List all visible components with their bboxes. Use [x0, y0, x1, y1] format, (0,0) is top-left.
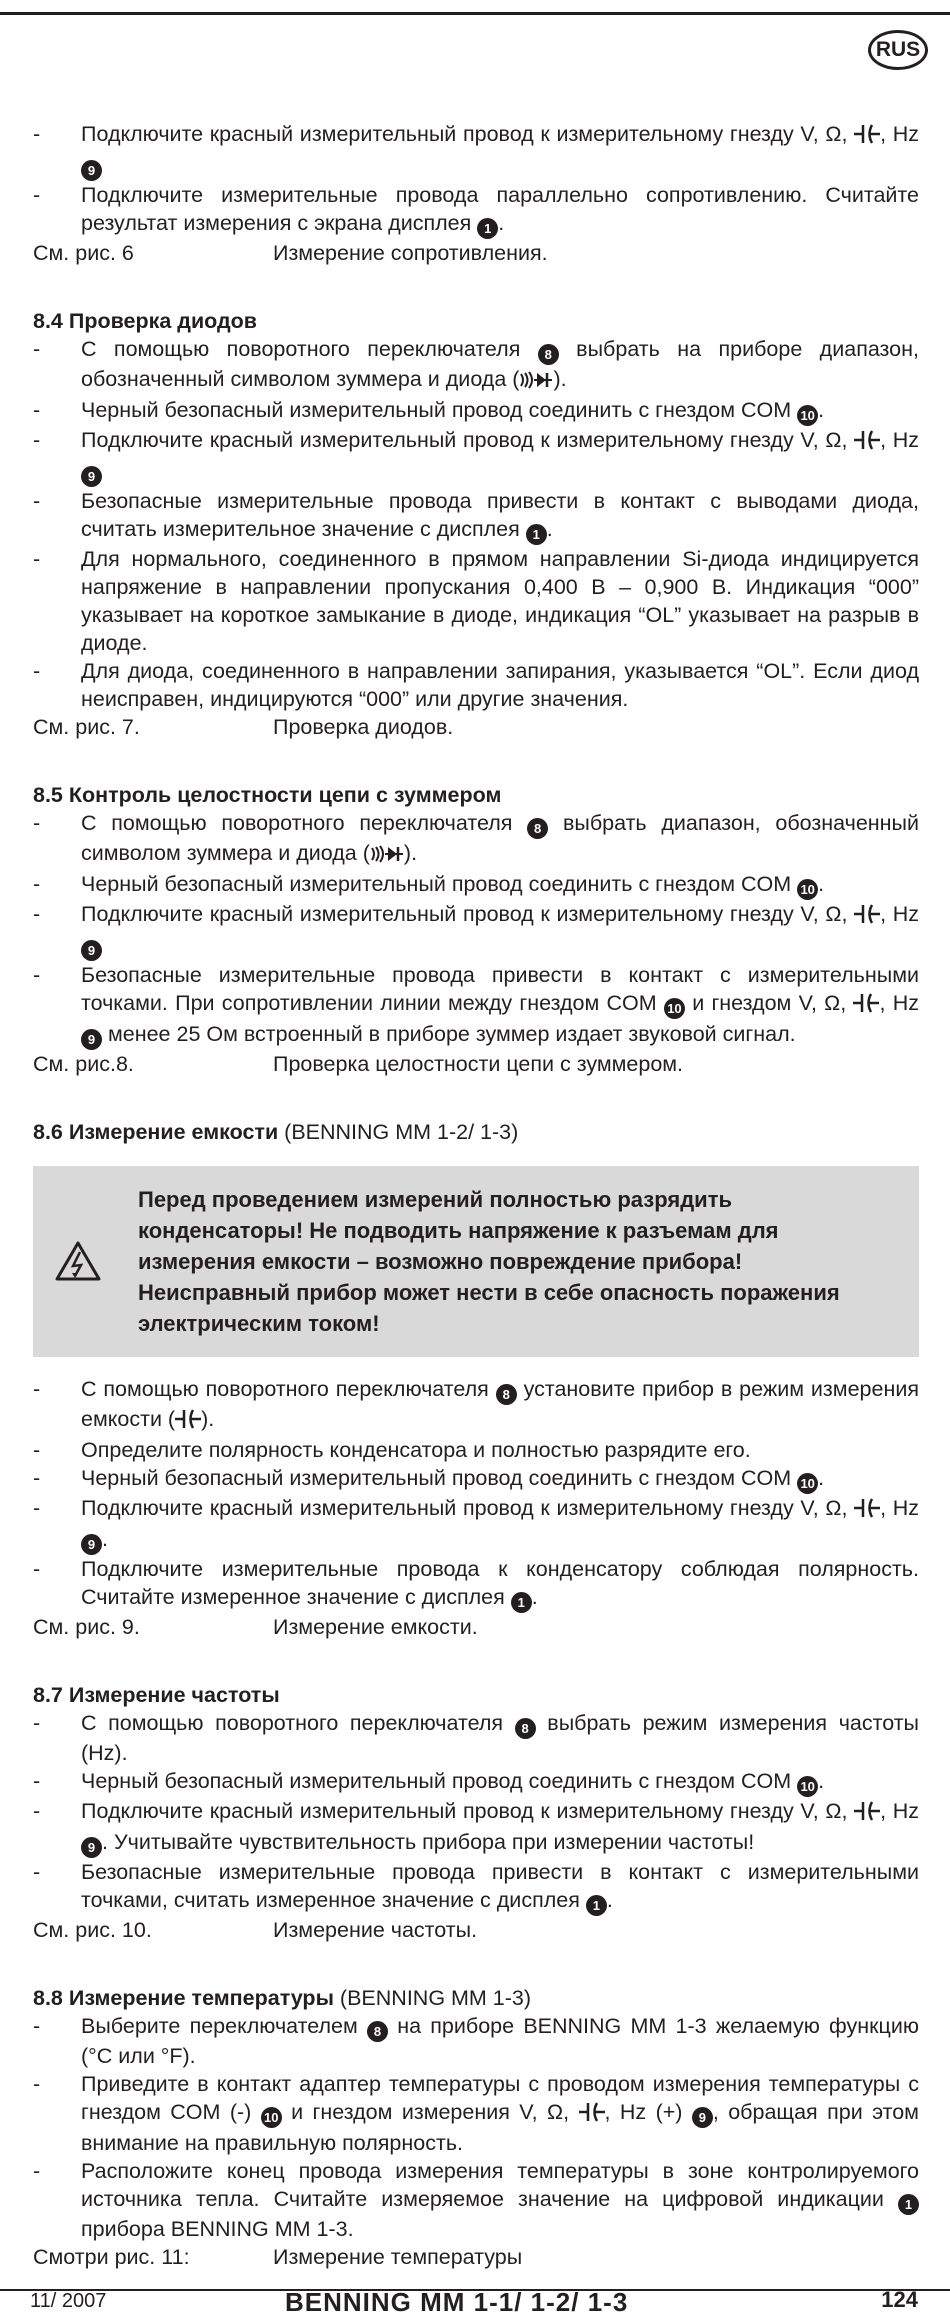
capacitor-icon: [854, 123, 880, 151]
section-8-7: [33, 1681, 919, 1944]
footer-date: 11/ 2007: [30, 2290, 107, 2312]
socket-10-icon: 10: [797, 879, 818, 900]
list-item: - Выберите переключателем 8 на приборе BENNING MM 1-3 желаемую функцию (°C или °F).: [33, 2014, 919, 2068]
list-item: - Подключите красный измерительный провод к измерительному гнезду V, Ω, , Hz 9 .: [33, 1494, 919, 1555]
socket-10-icon: 10: [797, 1473, 818, 1494]
list-item: - Для диода, соединенного в направлении запирания, указывается “OL”. Если диод неисправен, индицируются “000” или другие значения.: [33, 659, 919, 711]
capacitor-icon: [854, 1497, 880, 1525]
list-item: - Расположите конец провода измерения температуры в зоне контролируемого источника тепла. Считайте измеряемое значение на цифровой индикации 1 прибора BENNING MM 1-3.: [33, 2159, 919, 2241]
list-item: - С помощью поворотного переключателя 8 выбрать на приборе диапазон, обозначенный символом зуммера и диода ( ).: [33, 335, 919, 396]
capacitor-icon: [854, 903, 880, 931]
manual-content: [33, 120, 919, 2271]
list-item: - Подключите красный измерительный провод к измерительному гнезду V, Ω, , Hz 9: [33, 900, 919, 961]
language-badge: RUS: [868, 30, 928, 70]
display-1-icon: 1: [526, 524, 547, 545]
list-item: - Черный безопасный измерительный провод соединить с гнездом COM 10 .: [33, 396, 919, 426]
warning-box: [33, 1166, 919, 1357]
switch-8-icon: 8: [496, 1384, 517, 1405]
buzzer-diode-icon: [519, 368, 553, 396]
top-rule: [0, 12, 950, 15]
socket-9-icon: 9: [81, 1029, 102, 1050]
capacitor-icon: [853, 992, 879, 1020]
capacitor-icon: [579, 2101, 605, 2129]
socket-10-icon: 10: [797, 405, 818, 426]
socket-9-icon: 9: [81, 466, 102, 487]
list-item: - Подключите красный измерительный провод к измерительному гнезду V, Ω, , Hz 9 . Учитывайте чувствительность прибора при измерении частоты!: [33, 1797, 919, 1858]
warning-text: Перед проведением измерений полностью разрядить конденсаторы! Не подводить напряжение к разъемам для измерения емкости – возможно повреждение прибора! Неисправный прибор может нести в себе опасность поражения электрическим током!: [138, 1187, 840, 1336]
switch-8-icon: 8: [515, 1718, 536, 1739]
list-item: - Определите полярность конденсатора и полностью разрядите его.: [33, 1438, 751, 1462]
list-item: - С помощью поворотного переключателя 8 выбрать режим измерения частоты (Hz).: [33, 1711, 919, 1765]
figure-reference: См. рис.8. Проверка целостности цепи с зуммером.: [33, 1052, 684, 1076]
display-1-icon: 1: [898, 2194, 919, 2215]
figure-reference: См. рис. 10. Измерение частоты.: [33, 1918, 478, 1942]
list-item: - Черный безопасный измерительный провод соединить с гнездом COM 10 .: [33, 870, 919, 900]
section-heading: 8.8 Измерение температуры (BENNING MM 1-3): [33, 1986, 532, 2010]
socket-9-icon: 9: [692, 2107, 713, 2128]
section-heading: 8.5 Контроль целостности цепи с зуммером: [33, 783, 502, 807]
switch-8-icon: 8: [367, 2021, 388, 2042]
section-heading: 8.7 Измерение частоты: [33, 1683, 280, 1707]
list-item: - С помощью поворотного переключателя 8 выбрать диапазон, обозначенный символом зуммера и диода ( ).: [33, 809, 919, 870]
buzzer-diode-icon: [370, 842, 404, 870]
list-item: - Безопасные измерительные провода привести в контакт с измерительными точками, считать измеренное значение с дисплея 1 .: [33, 1858, 919, 1916]
footer-product-name: BENNING MM 1-1/ 1-2/ 1-3: [285, 2287, 629, 2317]
socket-10-icon: 10: [664, 998, 685, 1019]
figure-reference: См. рис. 7. Проверка диодов.: [33, 715, 454, 739]
high-voltage-warning-icon: [53, 1237, 103, 1287]
display-1-icon: 1: [477, 218, 498, 239]
list-item: - Для нормального, соединенного в прямом направлении Si-диода индицируется напряжение в направлении пропускания 0,400 В – 0,900 В. Индикация “000” указывает на короткое замыкание в диоде, индикация “OL” указывает на разрыв в диоде.: [33, 547, 919, 655]
list-item: - С помощью поворотного переключателя 8 установите прибор в режим измерения емкости ( ).: [33, 1375, 919, 1436]
socket-9-icon: 9: [81, 1534, 102, 1555]
page-number: 124: [881, 2287, 918, 2312]
switch-8-icon: 8: [538, 344, 559, 365]
socket-9-icon: 9: [81, 160, 102, 181]
section-8-6: [33, 1118, 919, 1641]
capacitor-icon: [854, 429, 880, 457]
capacitor-icon: [854, 1800, 880, 1828]
display-1-icon: 1: [586, 1895, 607, 1916]
socket-9-icon: 9: [81, 940, 102, 961]
list-item: - Безопасные измерительные провода привести в контакт с измерительными точками. При сопротивлении линии между гнездом COM 10 и гнездом V, Ω, , Hz 9 менее 25 Ом встроенный в приборе зуммер издает звуковой сигнал.: [33, 961, 919, 1050]
list-item: - Черный безопасный измерительный провод соединить с гнездом COM 10 .: [33, 1767, 919, 1797]
display-1-icon: 1: [511, 1592, 532, 1613]
list-item: - Подключите красный измерительный провод к измерительному гнезду V, Ω, , Hz 9: [33, 426, 919, 487]
list-item: - Черный безопасный измерительный провод соединить с гнездом COM 10 .: [33, 1464, 919, 1494]
socket-10-icon: 10: [797, 1776, 818, 1797]
section-heading: 8.6 Измерение емкости (BENNING MM 1-2/ 1-3): [33, 1120, 519, 1144]
list-item: - Подключите измерительные провода параллельно сопротивлению. Считайте результат измерения с экрана дисплея 1 .: [33, 181, 919, 239]
socket-9-icon: 9: [81, 1837, 102, 1858]
section-8-5: [33, 781, 919, 1078]
figure-reference: Смотри рис. 11: Измерение температуры: [33, 2245, 523, 2269]
section-8-8: [33, 1984, 919, 2271]
list-item: - Приведите в контакт адаптер температуры с проводом измерения температуры с гнездом COM (-) 10 и гнездом измерения V, Ω, , Hz (+) 9 , обращая при этом внимание на правильную полярность.: [33, 2072, 919, 2155]
list-item: - Подключите измерительные провода к конденсатору соблюдая полярность. Считайте измеренное значение с дисплея 1 .: [33, 1555, 919, 1613]
list-item: - Подключите красный измерительный провод к измерительному гнезду V, Ω, , Hz 9: [33, 120, 919, 181]
list-item: - Безопасные измерительные провода привести в контакт с выводами диода, считать измерительное значение с дисплея 1 .: [33, 487, 919, 545]
capacitor-icon: [175, 1408, 201, 1436]
socket-10-icon: 10: [261, 2107, 282, 2128]
section-heading: 8.4 Проверка диодов: [33, 309, 258, 333]
resistance-continuation: [33, 120, 919, 267]
switch-8-icon: 8: [527, 818, 548, 839]
figure-reference: См. рис. 6 Измерение сопротивления.: [33, 241, 548, 265]
section-8-4: [33, 307, 919, 741]
figure-reference: См. рис. 9. Измерение емкости.: [33, 1615, 478, 1639]
